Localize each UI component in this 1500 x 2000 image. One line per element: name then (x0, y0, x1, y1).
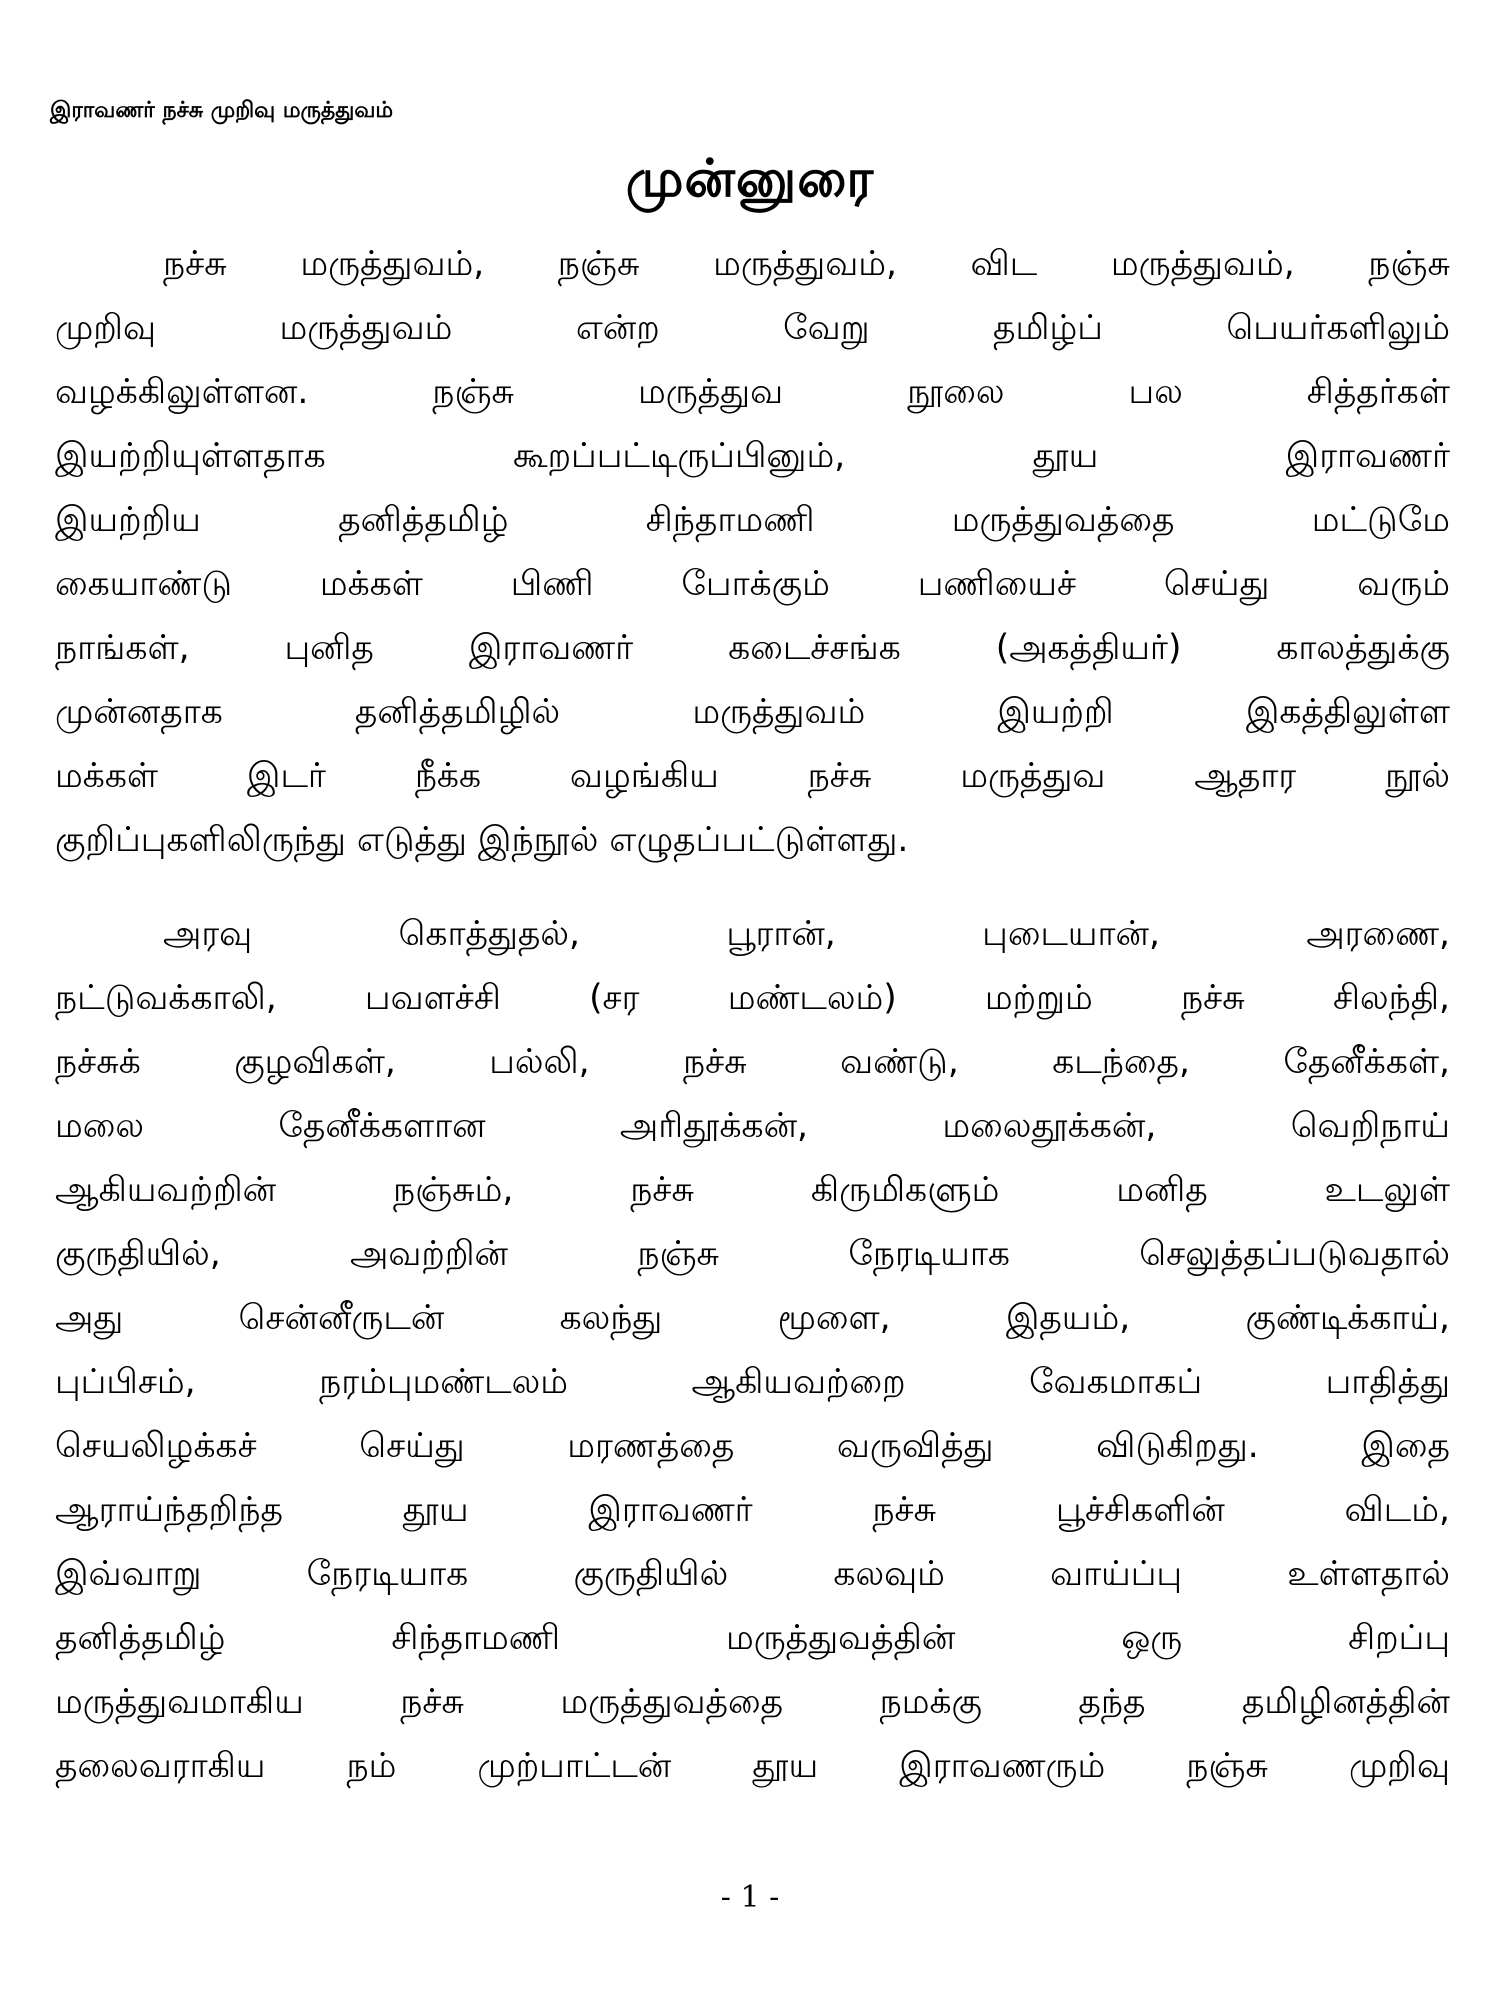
text-line: அரவு கொத்துதல், பூரான், புடையான், அரணை, (163, 914, 1450, 954)
text-line: இயற்றியுள்ளதாக கூறப்பட்டிருப்பினும், தூய இராவணர் (55, 436, 1450, 476)
text-line: நாங்கள், புனித இராவணர் கடைச்சங்க (அகத்தியர்) காலத்துக்கு (55, 628, 1450, 668)
text-line: மருத்துவமாகிய நச்சு மருத்துவத்தை நமக்கு தந்த தமிழினத்தின் (55, 1682, 1450, 1722)
text-line: குறிப்புகளிலிருந்து எடுத்து இந்நூல் எழுதப்பட்டுள்ளது. (55, 820, 909, 860)
text-line: நச்சுக் குழவிகள், பல்லி, நச்சு வண்டு, கடந்தை, தேனீக்கள், (55, 1042, 1450, 1082)
text-line: கையாண்டு மக்கள் பிணி போக்கும் பணியைச் செய்து வரும் (55, 564, 1450, 604)
text-line: குருதியில், அவற்றின் நஞ்சு நேரடியாக செலுத்தப்படுவதால் (55, 1234, 1450, 1274)
text-line: நட்டுவக்காலி, பவளச்சி (சர மண்டலம்) மற்றும் நச்சு சிலந்தி, (55, 978, 1450, 1018)
text-line: முறிவு மருத்துவம் என்ற வேறு தமிழ்ப் பெயர்களிலும் (55, 308, 1450, 348)
text-line: ஆராய்ந்தறிந்த தூய இராவணர் நச்சு பூச்சிகளின் விடம், (55, 1490, 1450, 1530)
text-line: அது சென்னீருடன் கலந்து மூளை, இதயம், குண்டிக்காய், (55, 1298, 1450, 1338)
text-line: தனித்தமிழ் சிந்தாமணி மருத்துவத்தின் ஒரு சிறப்பு (55, 1618, 1450, 1658)
paragraph-2 (55, 902, 1450, 1798)
text-line: நச்சு மருத்துவம், நஞ்சு மருத்துவம், விட மருத்துவம், நஞ்சு (163, 244, 1450, 284)
text-line: செயலிழக்கச் செய்து மரணத்தை வருவித்து விடுகிறது. இதை (55, 1426, 1450, 1466)
text-line: மக்கள் இடர் நீக்க வழங்கிய நச்சு மருத்துவ ஆதார நூல் (55, 756, 1450, 796)
text-line: இயற்றிய தனித்தமிழ் சிந்தாமணி மருத்துவத்தை மட்டுமே (55, 500, 1450, 540)
text-line: தலைவராகிய நம் முற்பாட்டன் தூய இராவணரும் நஞ்சு முறிவு (55, 1746, 1450, 1786)
text-line: இவ்வாறு நேரடியாக குருதியில் கலவும் வாய்ப்பு உள்ளதால் (55, 1554, 1450, 1594)
running-header: இராவணர் நச்சு முறிவு மருத்துவம் (50, 98, 394, 123)
text-line: புப்பிசம், நரம்புமண்டலம் ஆகியவற்றை வேகமாகப் பாதித்து (55, 1362, 1450, 1402)
text-line: ஆகியவற்றின் நஞ்சும், நச்சு கிருமிகளும் மனித உடலுள் (55, 1170, 1450, 1210)
page-title: முன்னுரை (625, 148, 875, 209)
paragraph-1 (55, 232, 1450, 872)
text-line: முன்னதாக தனித்தமிழில் மருத்துவம் இயற்றி இகத்திலுள்ள (55, 692, 1450, 732)
page-number: - 1 - (720, 1880, 780, 1915)
text-line: வழக்கிலுள்ளன. நஞ்சு மருத்துவ நூலை பல சித்தர்கள் (55, 372, 1450, 412)
paragraph-gap (55, 872, 1450, 902)
body-text (55, 232, 1450, 1798)
text-line: மலை தேனீக்களான அரிதூக்கன், மலைதூக்கன், வெறிநாய் (55, 1106, 1450, 1146)
